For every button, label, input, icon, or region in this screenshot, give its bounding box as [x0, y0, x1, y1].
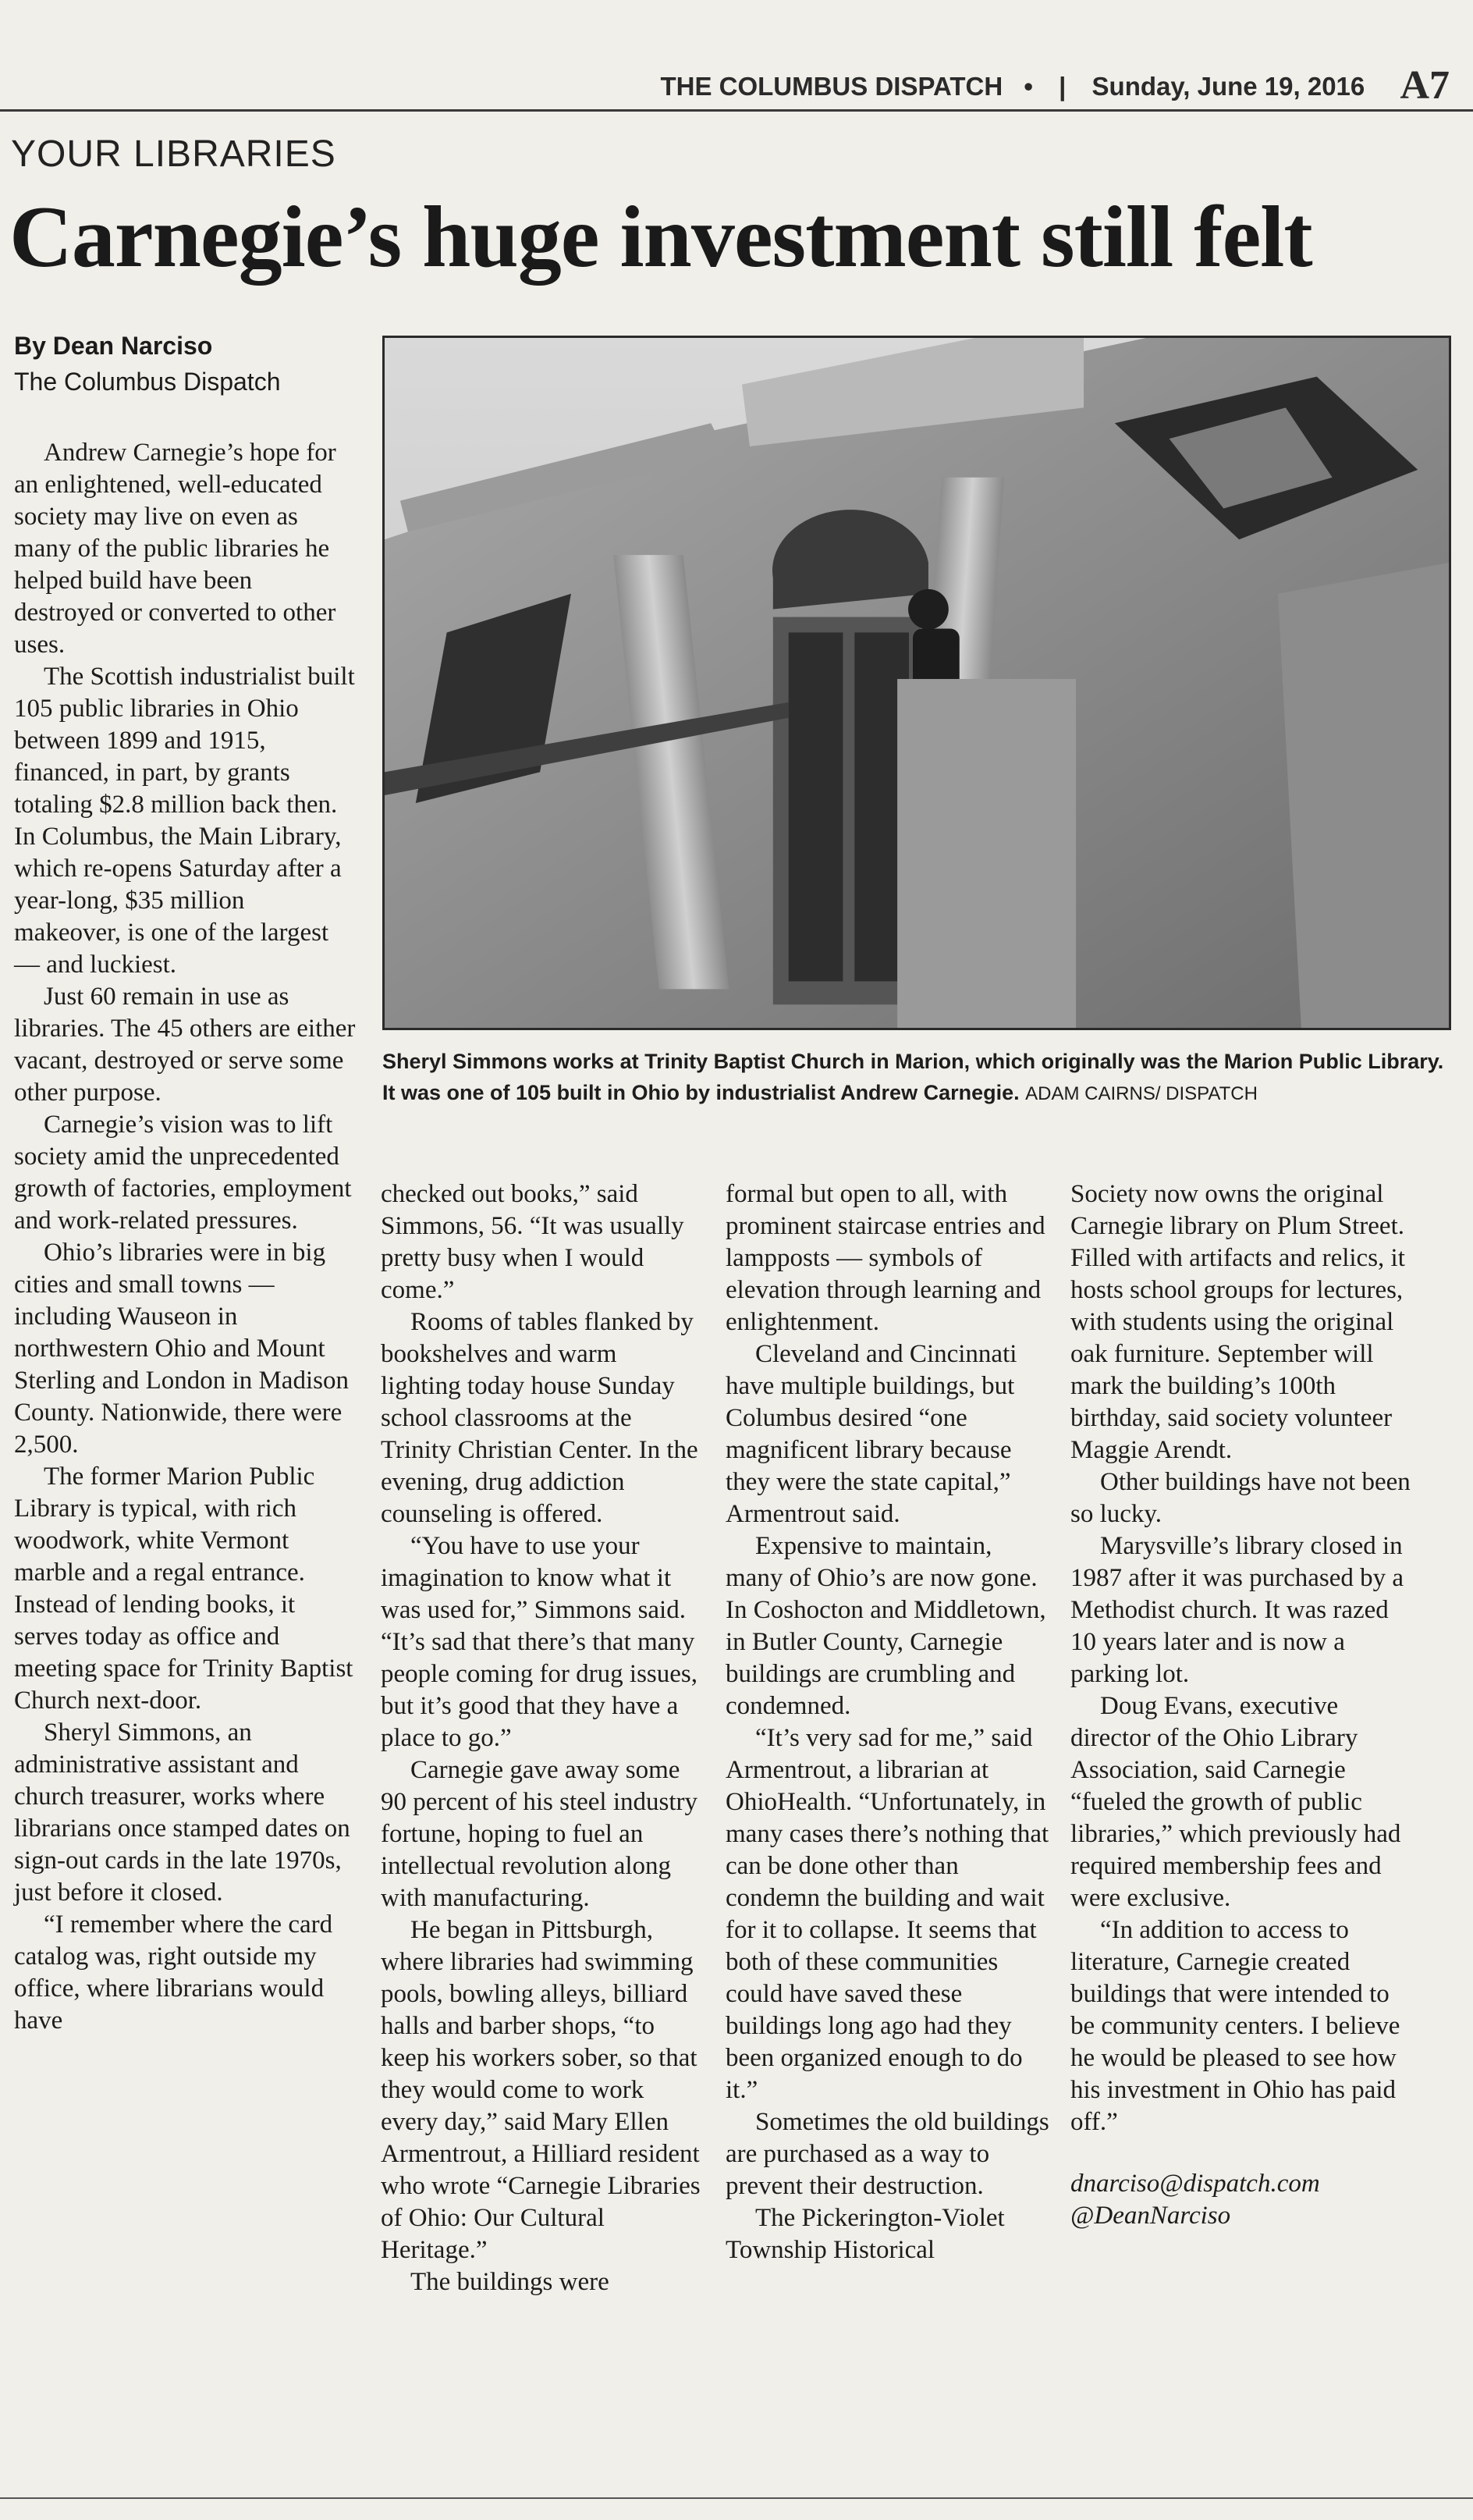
paragraph: “In addition to access to literature, Carnegie created buildings that were intended to be community centers. I believe he would be pleased to see how his investment in Ohio has paid off.”: [1070, 1916, 1400, 2136]
paragraph: checked out books,” said Simmons, 56. “It was usually pretty busy when I would come.”: [381, 1180, 684, 1304]
paragraph: Carnegie gave away some 90 percent of his steel industry fortune, hoping to fuel an intellectual revolution along with manufacturing.: [381, 1756, 697, 1912]
masthead-dot: •: [1024, 72, 1033, 101]
photo-caption: [382, 1046, 1459, 1110]
author-handle: @DeanNarciso: [1070, 2202, 1231, 2230]
paragraph: Rooms of tables flanked by bookshelves and warm lighting today house Sunday school classrooms at the Trinity Christian Center. In the evening, drug addiction counseling is offered.: [381, 1308, 698, 1528]
masthead-rule: [0, 109, 1473, 112]
paragraph: Ohio’s libraries were in big cities and small towns — including Wauseon in northwestern Ohio and Mount Sterling and London in Madison County. Nationwide, there were 2,500.: [14, 1239, 349, 1459]
caption-text: Sheryl Simmons works at Trinity Baptist Church in Marion, which originally was the Marion Public Library. It was one of 105 built in Ohio by industrialist Andrew Carnegie.: [382, 1050, 1444, 1104]
paragraph: Sheryl Simmons, an administrative assistant and church treasurer, works where librarians once stamped dates on sign-out cards in the late 1970s, just before it closed.: [14, 1719, 350, 1907]
byline-org: The Columbus Dispatch: [14, 368, 281, 396]
paragraph: Doug Evans, executive director of the Ohio Library Association, said Carnegie “fueled the growth of public libraries,” which previously had required membership fees and were exclusive.: [1070, 1692, 1401, 1912]
paragraph: Andrew Carnegie’s hope for an enlightened, well-educated society may live on even as many of the public libraries he helped build have been destroyed or converted to other uses.: [14, 439, 336, 659]
paragraph: “I remember where the card catalog was, right outside my office, where librarians would have: [14, 1910, 333, 2035]
author-email: dnarciso@dispatch.com: [1070, 2170, 1320, 2198]
paragraph: The former Marion Public Library is typical, with rich woodwork, white Vermont marble and a regal entrance. Instead of lending books, it serves today as office and meeting space for Trinity Baptist Church next-door.: [14, 1463, 353, 1715]
page-number: A7: [1400, 63, 1450, 108]
paragraph: Other buildings have not been so lucky.: [1070, 1468, 1411, 1528]
masthead: [0, 62, 1450, 109]
byline-name: By Dean Narciso: [14, 332, 213, 360]
article-column-3: [726, 1178, 1049, 2266]
paragraph: Just 60 remain in use as libraries. The 45 others are either vacant, destroyed or serve some other purpose.: [14, 983, 356, 1107]
article-column-4: [1070, 1178, 1414, 2232]
paragraph: Marysville’s library closed in 1987 after it was purchased by a Methodist church. It was razed 10 years later and is now a parking lot.: [1070, 1532, 1404, 1688]
byline: [14, 328, 280, 400]
issue-date: Sunday, June 19, 2016: [1091, 72, 1365, 101]
library-building-image: [385, 338, 1449, 1028]
article-column-2: [381, 1178, 702, 2298]
paragraph: The buildings were: [410, 2268, 609, 2296]
paragraph: Sometimes the old buildings are purchased as a way to prevent their destruction.: [726, 2108, 1049, 2200]
paragraph: Cleveland and Cincinnati have multiple buildings, but Columbus desired “one magnificent library because they were the state capital,” Armentrout said.: [726, 1340, 1017, 1528]
paragraph: “It’s very sad for me,” said Armentrout, a librarian at OhioHealth. “Unfortunately, in many cases there’s nothing that can be done other than condemn the building and wait for it to collapse. It seems that both of these communities could have saved these buildings long ago had they been organized enough to do it.”: [726, 1724, 1049, 2104]
masthead-separator: |: [1059, 72, 1067, 101]
page-bottom-rule: [0, 2497, 1473, 2499]
paragraph: The Scottish industrialist built 105 public libraries in Ohio between 1899 and 1915, financed, in part, by grants totaling $2.8 million back then. In Columbus, the Main Library, which re-opens Saturday after a year-long, $35 million makeover, is one of the largest — and luckiest.: [14, 663, 355, 979]
photo-credit: ADAM CAIRNS/ DISPATCH: [1025, 1083, 1258, 1104]
article-column-1: [14, 437, 357, 2037]
paragraph: Expensive to maintain, many of Ohio’s are now gone. In Coshocton and Middletown, in Butler County, Carnegie buildings are crumbling and condemned.: [726, 1532, 1046, 1720]
paragraph: He began in Pittsburgh, where libraries had swimming pools, bowling alleys, billiard halls and barber shops, “to keep his workers sober, so that they would come to work every day,” said Mary Ellen Armentrout, a Hilliard resident who wrote “Carnegie Libraries of Ohio: Our Cultural Heritage.”: [381, 1916, 701, 2264]
paragraph: formal but open to all, with prominent staircase entries and lampposts — symbols of elevation through learning and enlightenment.: [726, 1180, 1045, 1336]
library-photo: [382, 336, 1451, 1030]
paragraph: Carnegie’s vision was to lift society amid the unprecedented growth of factories, employment and work-related pressures.: [14, 1111, 352, 1235]
headline: Carnegie’s huge investment still felt: [9, 189, 1312, 286]
section-label: YOUR LIBRARIES: [11, 133, 336, 175]
paragraph: The Pickerington-Violet Township Historical: [726, 2204, 1005, 2264]
newspaper-name: THE COLUMBUS DISPATCH: [660, 72, 1003, 101]
paragraph: “You have to use your imagination to know what it was used for,” Simmons said. “It’s sad that there’s that many people coming for drug issues, but it’s good that they have a place to go.”: [381, 1532, 698, 1752]
paragraph: Society now owns the original Carnegie library on Plum Street. Filled with artifacts and relics, it hosts school groups for lectures, with students using the original oak furniture. September will mark the building’s 100th birthday, said society volunteer Maggie Arendt.: [1070, 1180, 1405, 1464]
